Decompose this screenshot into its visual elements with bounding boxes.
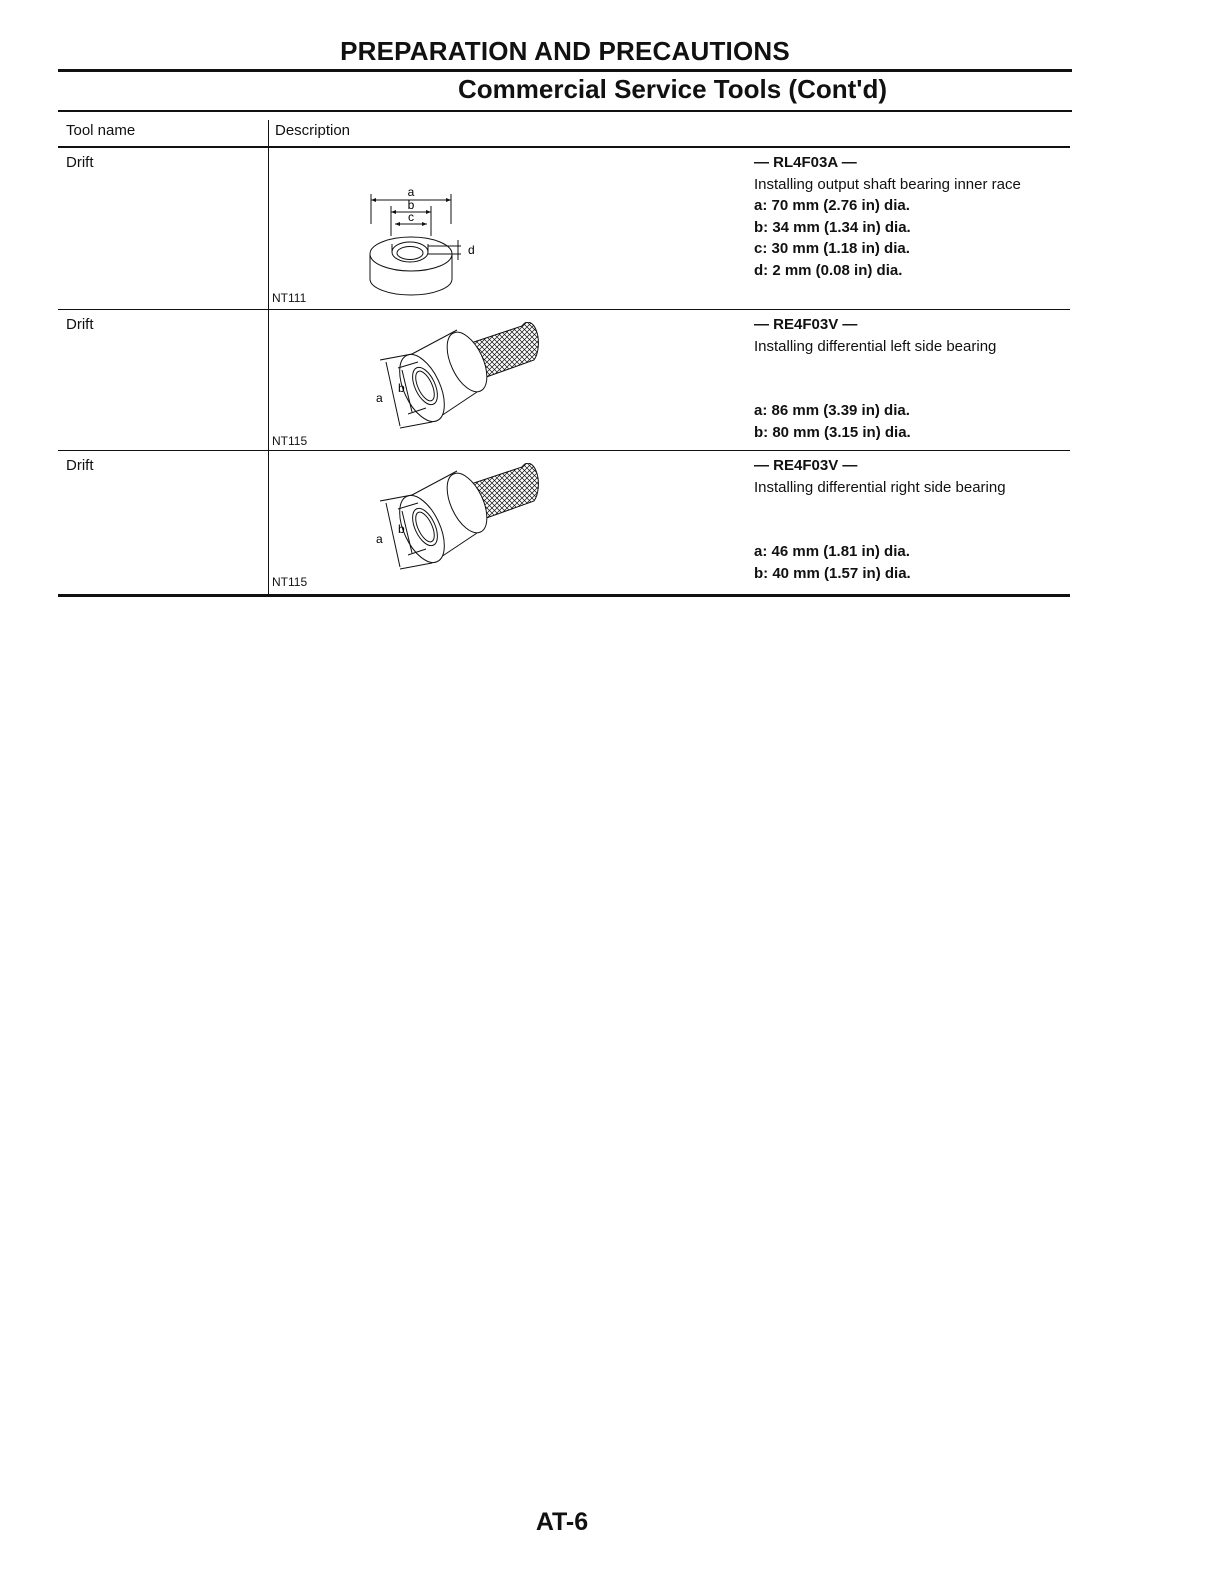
dimension-label-a: a xyxy=(376,532,383,546)
spec-line: b: 40 mm (1.57 in) dia. xyxy=(754,564,911,582)
tools-table xyxy=(58,112,1070,597)
description-block xyxy=(754,152,1066,281)
model-code: — RE4F03V — xyxy=(754,457,858,474)
spec-line: b: 34 mm (1.34 in) dia. xyxy=(754,218,911,236)
column-divider xyxy=(268,148,269,309)
spec-line: a: 46 mm (1.81 in) dia. xyxy=(754,543,910,560)
tool-name: Drift xyxy=(66,316,94,333)
column-header-description: Description xyxy=(275,122,351,139)
section-subtitle: Commercial Service Tools (Cont'd) xyxy=(458,74,888,104)
spec-line: c: 30 mm (1.18 in) dia. xyxy=(754,240,910,257)
spec-line: b: 80 mm (3.15 in) dia. xyxy=(754,423,911,441)
dimension-label-b: b xyxy=(407,198,415,212)
dimension-label-c: c xyxy=(408,210,414,224)
model-code: — RE4F03V — xyxy=(754,316,858,333)
title-rule xyxy=(58,69,1072,72)
description-block xyxy=(754,314,1066,443)
dimension-label-a: a xyxy=(407,185,415,199)
description-text: Installing differential right side bearing xyxy=(754,478,1006,496)
column-divider xyxy=(268,310,269,450)
table-header xyxy=(58,112,1070,148)
dimension-label-b: b xyxy=(398,522,405,536)
model-code: — RL4F03A — xyxy=(754,154,857,171)
table-row xyxy=(58,148,1070,310)
dimension-label-d: d xyxy=(468,243,475,257)
description-text: Installing output shaft bearing inner race xyxy=(754,175,1021,193)
table-row xyxy=(58,310,1070,451)
tool-name: Drift xyxy=(66,457,94,474)
drift-knurled-illustration xyxy=(362,322,552,434)
tool-name: Drift xyxy=(66,154,94,171)
spec-line: d: 2 mm (0.08 in) dia. xyxy=(754,261,903,279)
column-divider xyxy=(268,120,269,146)
dimension-label-b: b xyxy=(398,381,405,395)
description-block xyxy=(754,455,1066,584)
column-divider xyxy=(268,451,269,594)
drift-washer-illustration xyxy=(358,184,493,302)
spec-line: a: 70 mm (2.76 in) dia. xyxy=(754,197,910,214)
page-title: PREPARATION AND PRECAUTIONS xyxy=(340,36,790,66)
dimension-label-a: a xyxy=(376,391,383,405)
table-row xyxy=(58,451,1070,597)
column-header-tool-name: Tool name xyxy=(66,122,136,139)
drift-knurled-illustration xyxy=(362,463,552,575)
page-number: AT-6 xyxy=(535,1508,589,1536)
spec-line: a: 86 mm (3.39 in) dia. xyxy=(754,402,910,419)
illustration-code: NT115 xyxy=(272,575,308,589)
illustration-code: NT115 xyxy=(272,434,308,448)
illustration-code: NT111 xyxy=(272,291,307,305)
description-text: Installing differential left side bearing xyxy=(754,337,997,355)
